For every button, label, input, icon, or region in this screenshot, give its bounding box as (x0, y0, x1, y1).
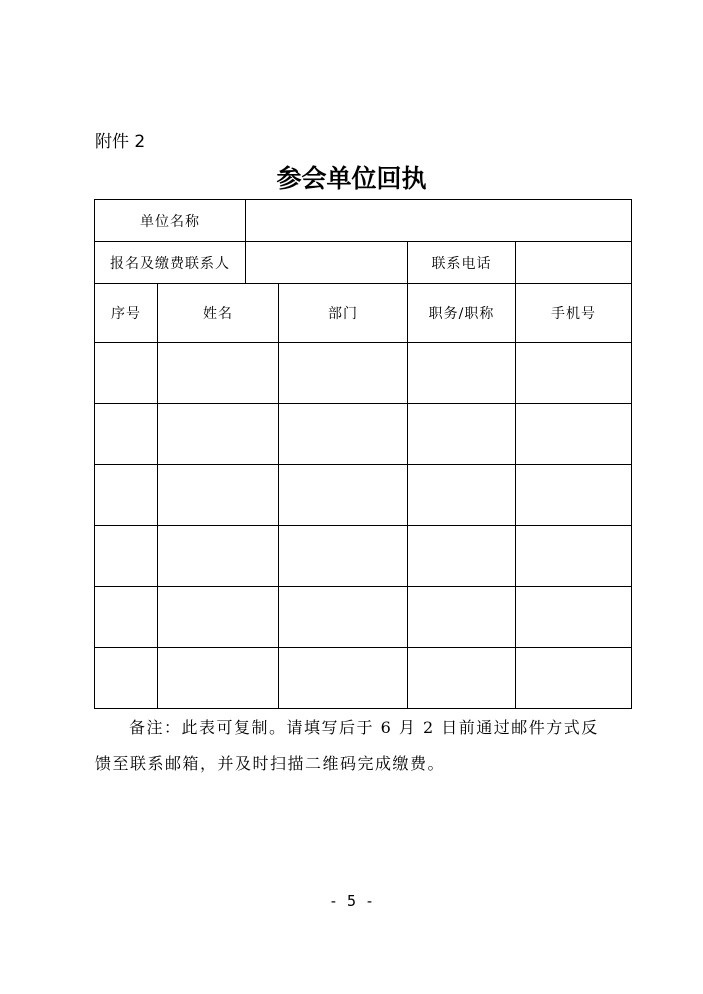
table-cell[interactable] (158, 526, 279, 587)
phone-label: 联系电话 (408, 242, 516, 284)
remark-line-1: 备注：此表可复制。请填写后于 6 月 2 日前通过邮件方式反 (129, 718, 599, 737)
table-cell[interactable] (279, 526, 408, 587)
table-cell[interactable] (95, 587, 158, 648)
table-cell[interactable] (408, 587, 516, 648)
table-cell[interactable] (516, 648, 632, 709)
contact-row (95, 242, 632, 284)
table-cell[interactable] (516, 465, 632, 526)
column-header-name: 姓名 (158, 284, 279, 343)
table-cell[interactable] (279, 465, 408, 526)
registration-receipt-table (94, 199, 632, 709)
contact-person-field[interactable] (246, 242, 408, 284)
unit-name-row (95, 200, 632, 242)
table-header-row (95, 284, 632, 343)
table-row (95, 465, 632, 526)
table-cell[interactable] (408, 648, 516, 709)
table-cell[interactable] (95, 526, 158, 587)
table-cell[interactable] (408, 526, 516, 587)
table-cell[interactable] (516, 587, 632, 648)
table-cell[interactable] (95, 465, 158, 526)
attachment-label: 附件 2 (95, 132, 146, 152)
table-cell[interactable] (516, 526, 632, 587)
table-cell[interactable] (408, 465, 516, 526)
phone-field[interactable] (516, 242, 632, 284)
table-row (95, 526, 632, 587)
table-cell[interactable] (516, 343, 632, 404)
column-header-title: 职务/职称 (408, 284, 516, 343)
table-cell[interactable] (95, 648, 158, 709)
table-row (95, 587, 632, 648)
table-cell[interactable] (279, 404, 408, 465)
table-cell[interactable] (158, 343, 279, 404)
table-cell[interactable] (279, 587, 408, 648)
table-cell[interactable] (158, 587, 279, 648)
page-title: 参会单位回执 (276, 164, 427, 193)
table-cell[interactable] (158, 648, 279, 709)
table-cell[interactable] (279, 343, 408, 404)
table-cell[interactable] (95, 343, 158, 404)
table-cell[interactable] (516, 404, 632, 465)
table-row (95, 404, 632, 465)
table-cell[interactable] (158, 404, 279, 465)
column-header-mobile: 手机号 (516, 284, 632, 343)
table-row (95, 343, 632, 404)
table-row (95, 648, 632, 709)
table-cell[interactable] (408, 404, 516, 465)
table-cell[interactable] (158, 465, 279, 526)
contact-person-label: 报名及缴费联系人 (95, 242, 246, 284)
unit-name-field[interactable] (246, 200, 632, 242)
remark-line-2: 馈至联系邮箱，并及时扫描二维码完成缴费。 (95, 754, 446, 773)
table-cell[interactable] (95, 404, 158, 465)
column-header-department: 部门 (279, 284, 408, 343)
page-number: - 5 - (328, 892, 375, 910)
table-cell[interactable] (279, 648, 408, 709)
remark-note (95, 710, 635, 782)
table-cell[interactable] (408, 343, 516, 404)
unit-name-label: 单位名称 (95, 200, 246, 242)
column-header-index: 序号 (95, 284, 158, 343)
